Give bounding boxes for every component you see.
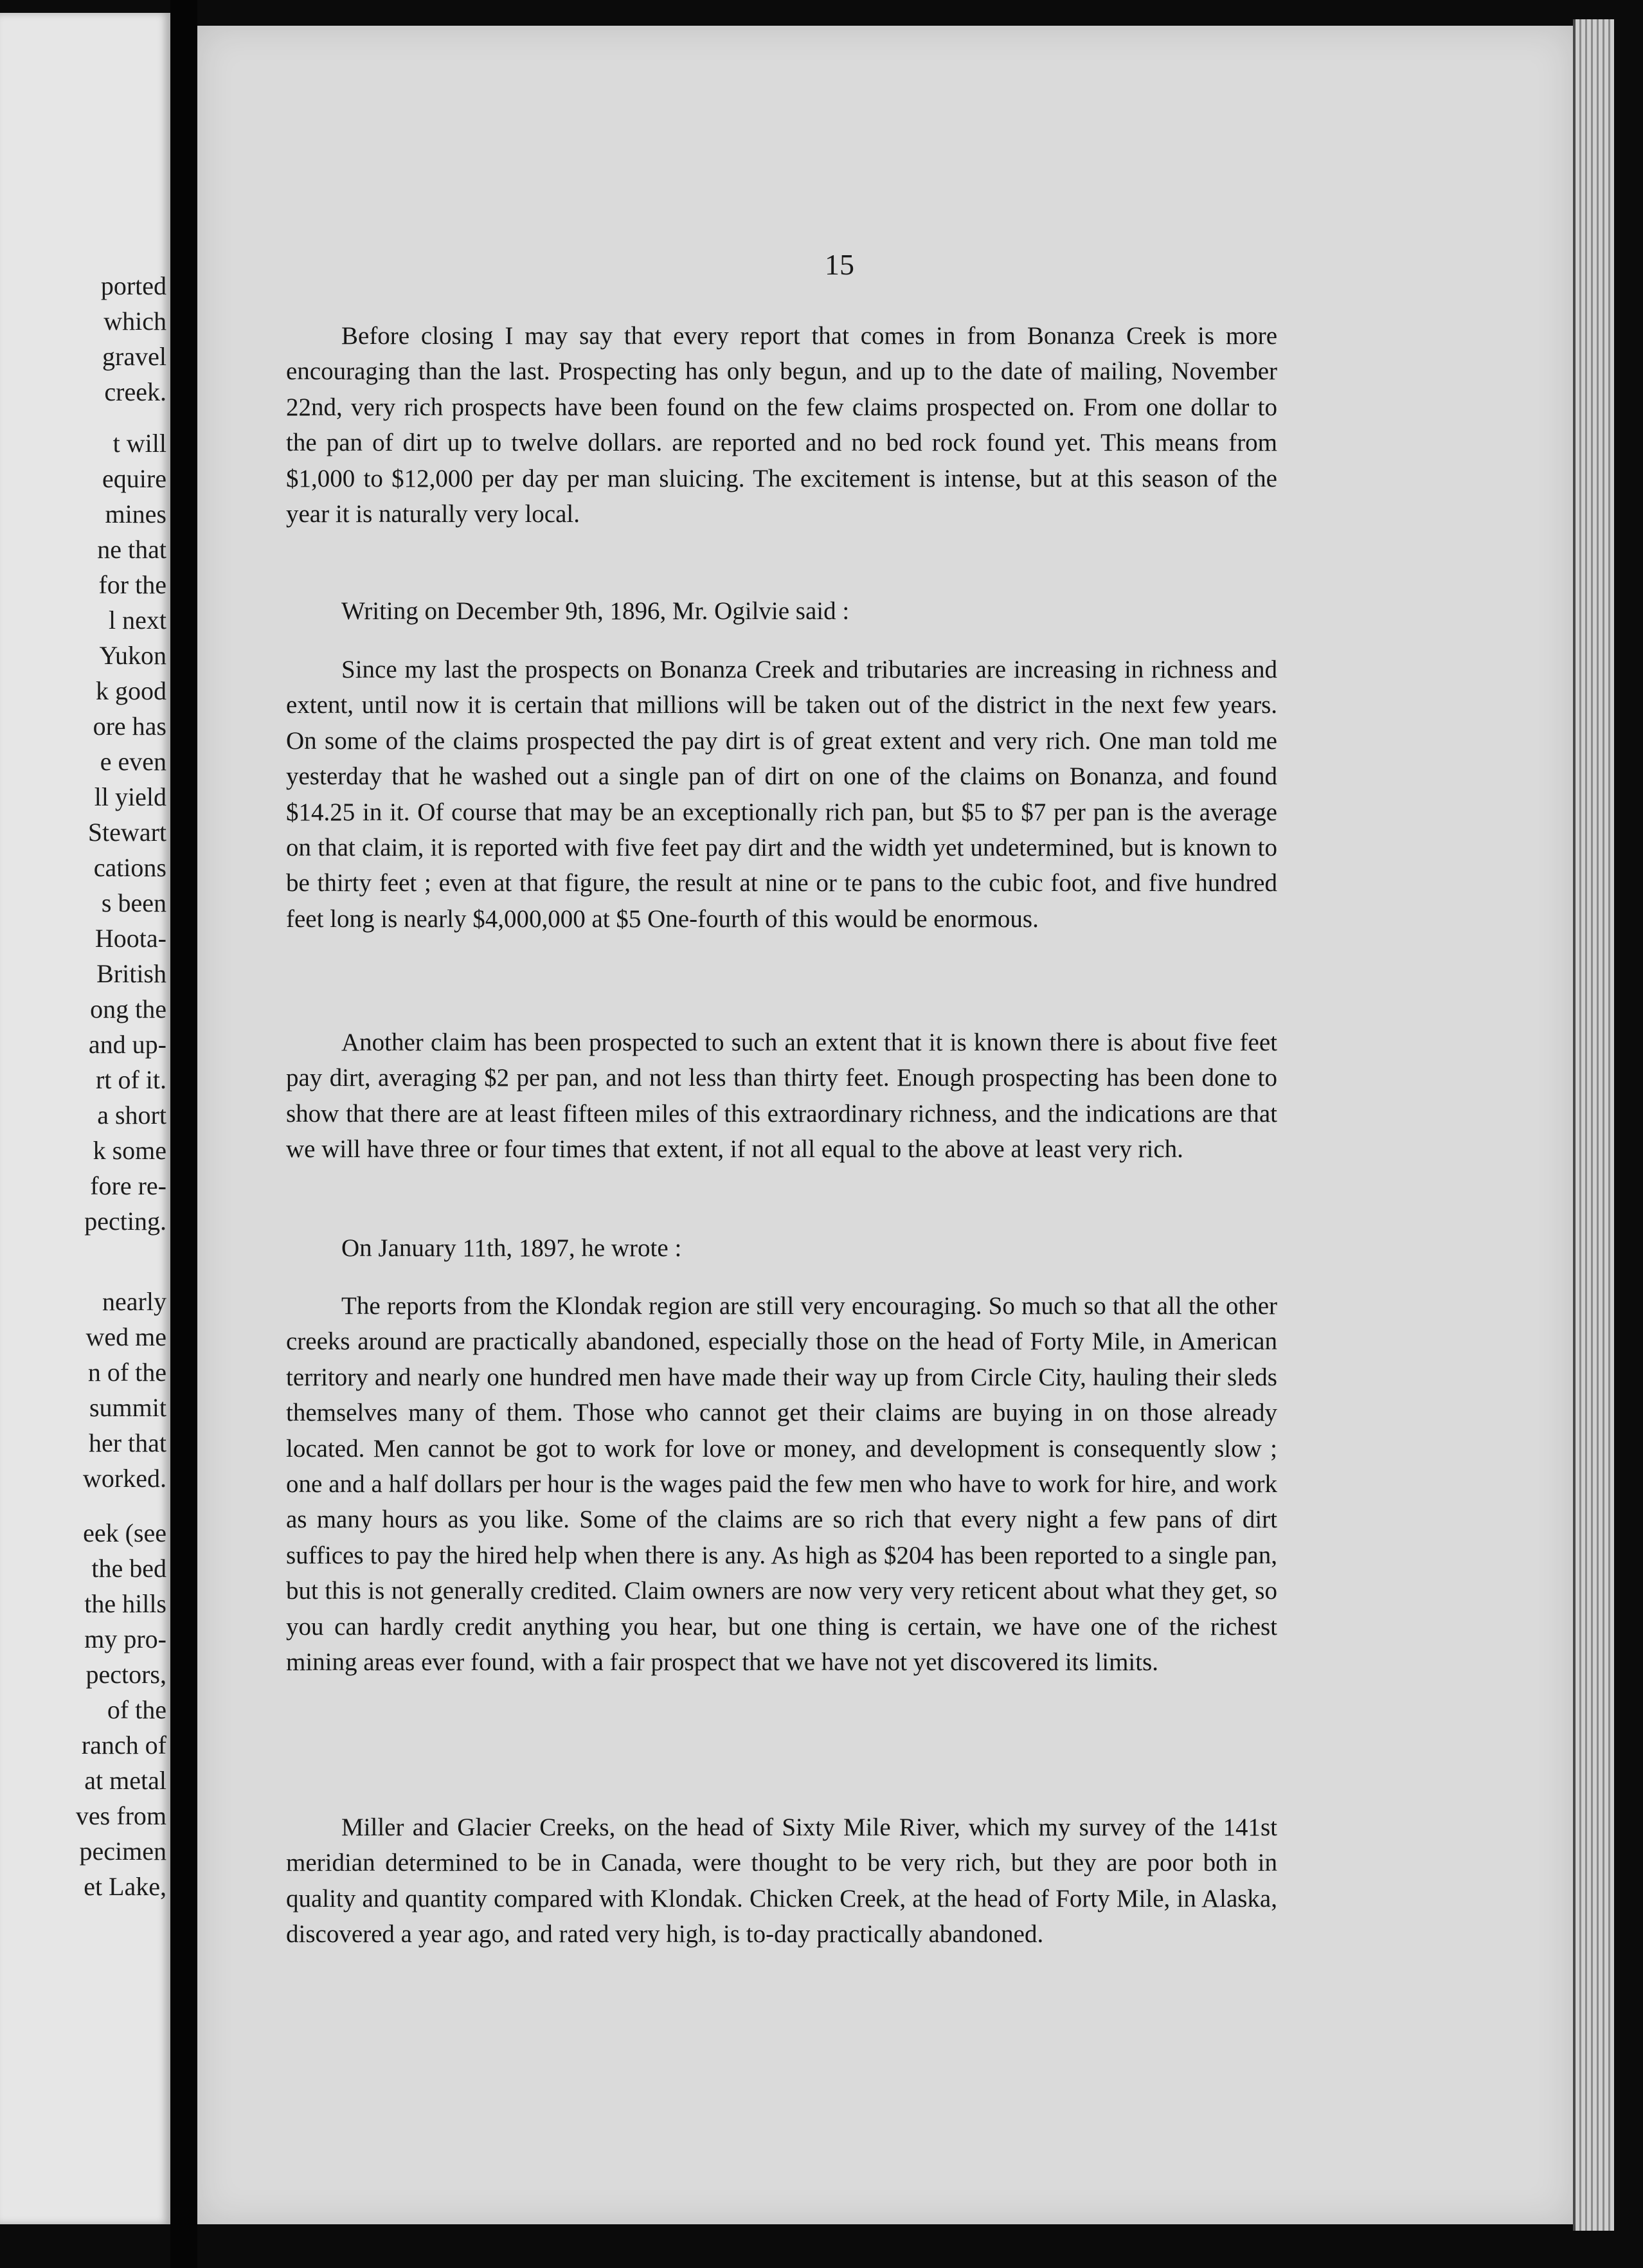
fragment-line: e even — [100, 747, 166, 776]
fragment-line: rt of it. — [96, 1065, 166, 1094]
fragment-line: et Lake, — [84, 1872, 166, 1901]
fragment-line: ore has — [93, 712, 166, 741]
fragment-line: the bed — [91, 1554, 166, 1583]
intro-january-letter: On January 11th, 1897, he wrote : — [341, 1234, 682, 1262]
book-gutter — [170, 0, 197, 2268]
paragraph-another-claim: Another claim has been prospected to such an extent that it is known there is about five feet pay dirt, averaging $2 per pan, and not less than thirty feet. Enough prospecting has been done to show that there are at least fifteen miles of this extraordinary richness, and the indications are that we will have three or four times that extent, if not all equal to the above at least very rich. — [286, 1029, 1277, 1164]
paragraph-miller-glacier: Miller and Glacier Creeks, on the head of Sixty Mile River, which my survey of the 141st meridian determined to be in Canada, were thought to be very rich, but they are poor both in quality and quantity compared with Klondak. Chicken Creek, at the head of Forty Mile, in Alaska, discovered a year ago, and rated very high, is to-day practically abandoned. — [286, 1814, 1277, 1949]
fragment-line: pecimen — [79, 1837, 166, 1866]
fragment-line: her that — [88, 1428, 166, 1457]
fragment-line: Stewart — [87, 818, 166, 847]
fragment-line: which — [103, 307, 166, 336]
fragment-line: t will — [112, 429, 166, 458]
fragment-line: eek (see — [83, 1518, 166, 1547]
fragment-line: at metal — [84, 1766, 166, 1795]
fragment-line: ves from — [75, 1801, 166, 1830]
fragment-line: fore re- — [90, 1171, 166, 1200]
previous-page-fragment — [0, 13, 170, 2224]
fragment-line: Yukon — [99, 641, 166, 670]
fragment-line: worked. — [83, 1464, 166, 1493]
fragment-line: ong the — [90, 995, 166, 1023]
fragment-line: pecting. — [84, 1207, 166, 1236]
fragment-line: gravel — [102, 342, 166, 371]
fragment-line: l next — [109, 606, 166, 634]
fragment-line: ranch of — [81, 1731, 166, 1760]
paragraph-klondak-reports: The reports from the Klondak region are still very encouraging. So much so that all the other creeks around are practically abandoned, especially those on the head of Forty Mile, in American territory and nearly one hundred men have made their way up from Circle City, hauling their sleds themselves many of them. Those who cannot get their claims are buying in on those already located. Men cannot be got to work for love or money, and development is consequently slow ; one and a half dollars per hour is the wages paid the few men who have to work for hire, and work as many hours as you like. Some of the claims are so rich that every night a few pans of dirt suffices to pay the hired help when there is any. As high as $204 has been reported to a single pan, but this is not generally credited. Claim owners are now very very reticent about what they get, so you can hardly credit anything you hear, but one thing is certain, we have one of the richest mining areas ever found, with a fair prospect that we have not yet discovered its limits. — [286, 1292, 1277, 1677]
fragment-line: the hills — [84, 1589, 166, 1618]
fragment-line: for the — [98, 570, 166, 599]
fragment-line: British — [96, 959, 166, 988]
fragment-line: Hoota- — [94, 924, 166, 953]
fragment-line: ll yield — [94, 782, 166, 811]
fragment-line: wed me — [85, 1322, 166, 1351]
intro-december-letter: Writing on December 9th, 1896, Mr. Ogilvie said : — [341, 597, 850, 625]
fragment-line: k some — [93, 1136, 166, 1165]
page-number: 15 — [825, 248, 854, 281]
fragment-line: equire — [102, 464, 166, 493]
book-page-edges — [1573, 19, 1614, 2231]
fragment-line: summit — [89, 1393, 166, 1422]
fragment-line: cations — [93, 853, 166, 882]
page — [197, 26, 1573, 2224]
fragment-line: creek. — [104, 377, 166, 406]
paragraph-since-my-last: Since my last the prospects on Bonanza Creek and tributaries are increasing in richness and extent, until now it is certain that millions will be taken out of the district in the next few years. On some of the claims prospected the pay dirt is of great extent and very rich. One man told me yesterday that he washed out a single pan of dirt on one of the claims on Bonanza, and found $14.25 in it. Of course that may be an exceptionally rich pan, but $5 to $7 per pan is the average on that claim, it is reported with five feet pay dirt and the width yet undetermined, but is known to be thirty feet ; even at that figure, the result at nine or te pans to the cubic foot, and five hundred feet long is nearly $4,000,000 at $5 One-fourth of this would be enormous. — [286, 656, 1277, 933]
fragment-line: k good — [96, 676, 166, 705]
fragment-line: a short — [97, 1101, 166, 1130]
fragment-line: s been — [101, 888, 166, 917]
paragraph-before-closing: Before closing I may say that every report that comes in from Bonanza Creek is more encouraging than the last. Prospecting has only begun, and up to the date of mailing, November 22nd, very rich prospects have been found on the few claims prospected on. From one dollar to the pan of dirt up to twelve dollars. are reported and no bed rock found yet. This means from $1,000 to $12,000 per day per man sluicing. The excitement is intense, but at this season of the year it is naturally very local. — [286, 322, 1277, 528]
fragment-line: mines — [105, 500, 166, 528]
fragment-line: my pro- — [84, 1625, 166, 1653]
fragment-line: pectors, — [85, 1660, 166, 1689]
fragment-line: of the — [107, 1695, 166, 1724]
fragment-line: ne that — [97, 535, 166, 564]
fragment-line: nearly — [102, 1287, 166, 1316]
fragment-line: and up- — [88, 1030, 166, 1059]
fragment-line: ported — [100, 271, 166, 300]
fragment-line: n of the — [87, 1358, 166, 1387]
